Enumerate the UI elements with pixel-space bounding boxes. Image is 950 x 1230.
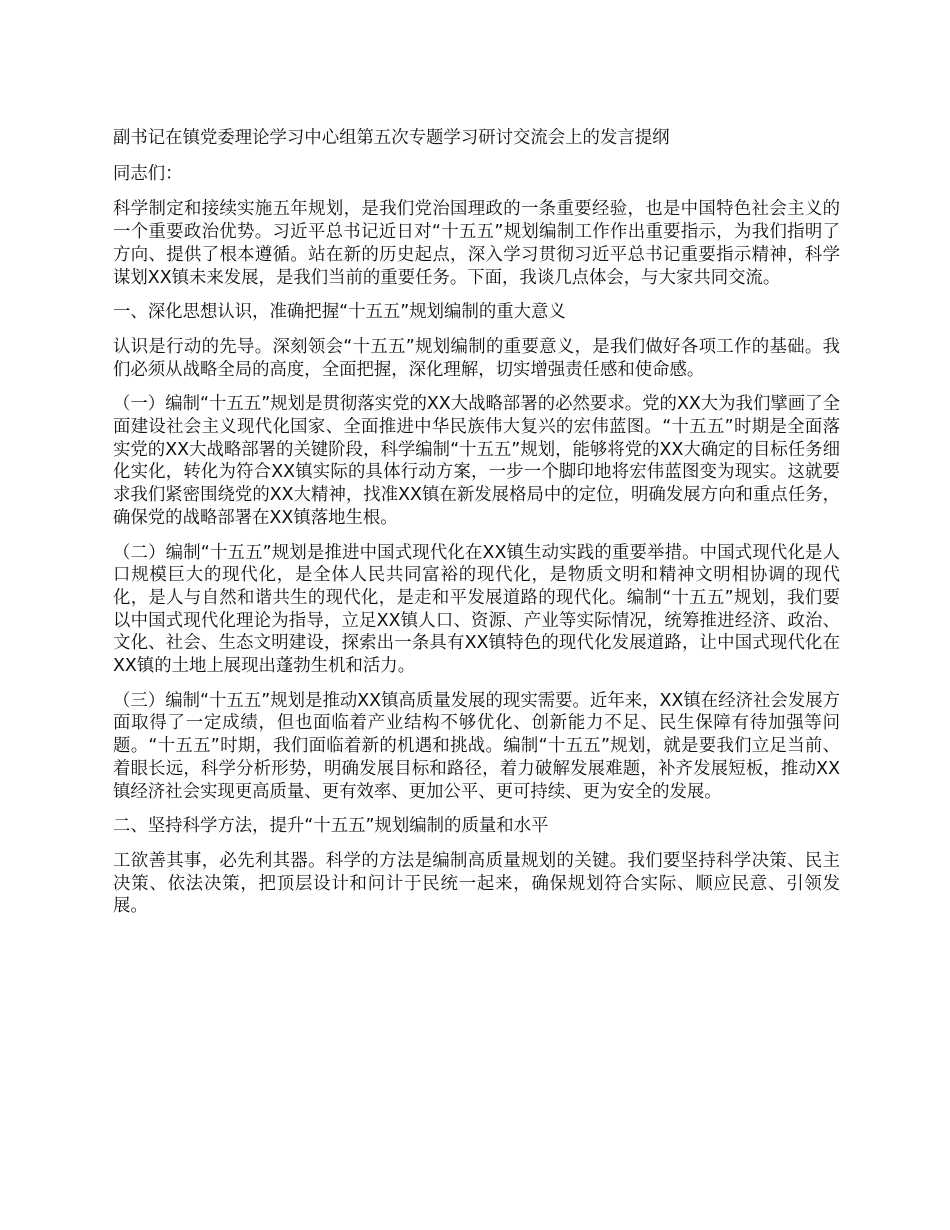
paragraph-section-1-lead: 认识是行动的先导。深刻领会“十五五”规划编制的重要意义，是我们做好各项工作的基础。我们必须从战略全局的高度，全面把握，深化理解，切实增强责任感和使命感。 <box>113 336 840 380</box>
section-heading-2: 二、坚持科学方法，提升“十五五”规划编制的质量和水平 <box>113 816 549 837</box>
paragraph-section-2-lead: 工欲善其事，必先利其器。科学的方法是编制高质量规划的关键。我们要坚持科学决策、民主决策、依法决策，把顶层设计和问计于民统一起来，确保规划符合实际、顺应民意、引领发展。 <box>113 850 840 917</box>
paragraph-intro: 科学制定和接续实施五年规划，是我们党治国理政的一条重要经验，也是中国特色社会主义的一个重要政治优势。习近平总书记近日对“十五五”规划编制工作作出重要指示，为我们指明了方向、提供了根本遵循。站在新的历史起点，深入学习贯彻习近平总书记重要指示精神，科学谋划XX镇未来发展，是我们当前的重要任务。下面，我谈几点体会，与大家共同交流。 <box>113 199 840 288</box>
paragraph-point-2: （二）编制“十五五”规划是推进中国式现代化在XX镇生动实践的重要举措。中国式现代化是人口规模巨大的现代化，是全体人民共同富裕的现代化，是物质文明和精神文明相协调的现代化，是人与自然和谐共生的现代化，是走和平发展道路的现代化。编制“十五五”规划，我们要以中国式现代化理论为指导，立足XX镇人口、资源、产业等实际情况，统筹推进经济、政治、文化、社会、生态文明建设，探索出一条具有XX镇特色的现代化发展道路，让中国式现代化在XX镇的土地上展现出蓬勃生机和活力。 <box>113 542 840 677</box>
paragraph-point-3: （三）编制“十五五”规划是推动XX镇高质量发展的现实需要。近年来，XX镇在经济社会发展方面取得了一定成绩，但也面临着产业结构不够优化、创新能力不足、民生保障有待加强等问题。“十五五”时期，我们面临着新的机遇和挑战。编制“十五五”规划，就是要我们立足当前、着眼长远，科学分析形势，明确发展目标和路径，着力破解发展难题，补齐发展短板，推动XX镇经济社会实现更高质量、更有效率、更加公平、更可持续、更为安全的发展。 <box>113 690 840 802</box>
salutation: 同志们： <box>113 163 183 184</box>
paragraph-point-1: （一）编制“十五五”规划是贯彻落实党的XX大战略部署的必然要求。党的XX大为我们擘画了全面建设社会主义现代化国家、全面推进中华民族伟大复兴的宏伟蓝图。“十五五”时期是全面落实党的XX大战略部署的关键阶段，科学编制“十五五”规划，能够将党的XX大确定的目标任务细化实化，转化为符合XX镇实际的具体行动方案，一步一个脚印地将宏伟蓝图变为现实。这就要求我们紧密围绕党的XX大精神，找准XX镇在新发展格局中的定位，明确发展方向和重点任务，确保党的战略部署在XX镇落地生根。 <box>113 394 840 528</box>
document-title: 副书记在镇党委理论学习中心组第五次专题学习研讨交流会上的发言提纲 <box>113 128 670 148</box>
section-heading-1: 一、深化思想认识，准确把握“十五五”规划编制的重大意义 <box>113 302 566 323</box>
document-body <box>113 127 840 930</box>
